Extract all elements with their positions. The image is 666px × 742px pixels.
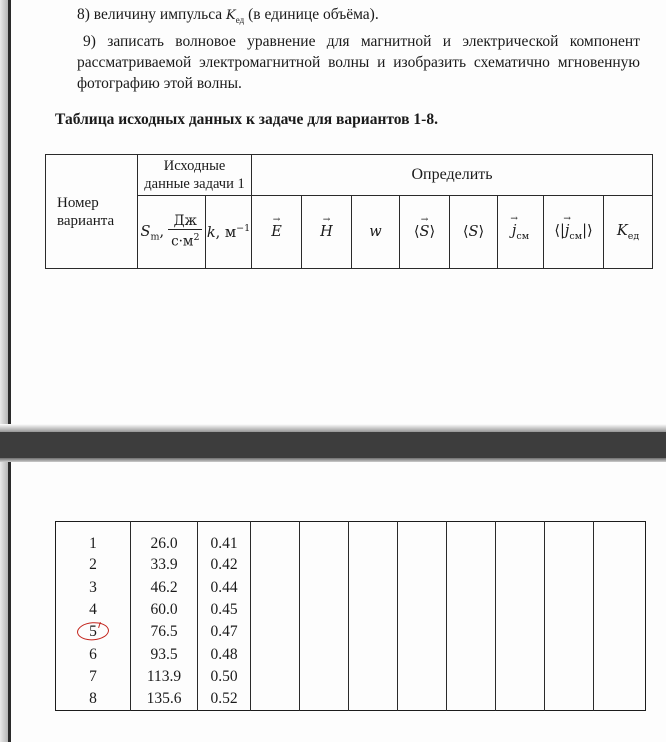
cell-empty bbox=[398, 688, 447, 710]
cell-empty bbox=[545, 643, 594, 665]
cell-k-value: 0.41 bbox=[198, 522, 251, 554]
page-separator-band bbox=[0, 432, 666, 458]
cell-empty bbox=[398, 666, 447, 688]
cell-empty bbox=[251, 576, 300, 598]
col-header-variant bbox=[46, 155, 138, 269]
page-edge-line bbox=[8, 0, 11, 742]
cell-sm-value: 93.5 bbox=[131, 643, 198, 665]
cell-empty bbox=[545, 621, 594, 643]
item8-pre: 8) величину импульса bbox=[77, 6, 227, 23]
cell-empty bbox=[447, 666, 496, 688]
cell-empty bbox=[447, 643, 496, 665]
cell-empty bbox=[496, 621, 545, 643]
cell-empty bbox=[398, 599, 447, 621]
table-title: Таблица исходных данных к задаче для вариантов 1-8. bbox=[55, 111, 438, 128]
cell-empty bbox=[594, 522, 646, 554]
cell-empty bbox=[300, 599, 349, 621]
col-header-k bbox=[206, 196, 252, 269]
task-text bbox=[77, 4, 640, 94]
table-row bbox=[56, 576, 646, 598]
cell-empty bbox=[251, 522, 300, 554]
item8-math-base: K bbox=[226, 8, 236, 23]
table-row bbox=[56, 621, 646, 643]
cell-empty bbox=[447, 688, 496, 710]
cell-empty bbox=[349, 599, 398, 621]
cell-empty bbox=[349, 576, 398, 598]
cell-empty bbox=[447, 621, 496, 643]
cell-variant: 4 bbox=[89, 600, 97, 618]
cell-empty bbox=[398, 554, 447, 576]
list-item-9: 9) записать волновое уравнение для магнитной и электрической компонент рассматриваемой электромагнитной волны и изобразить схематично мгновенную фотографию этой волны. bbox=[77, 33, 640, 93]
cell-variant: 5 bbox=[56, 621, 131, 643]
cell-empty bbox=[398, 522, 447, 554]
cell-empty bbox=[349, 666, 398, 688]
cell-empty bbox=[545, 554, 594, 576]
cell-empty bbox=[398, 643, 447, 665]
cell-empty bbox=[545, 599, 594, 621]
col-header-w: w bbox=[352, 196, 400, 269]
k-base: k bbox=[206, 224, 216, 241]
cell-empty bbox=[349, 522, 398, 554]
cell-sm-value: 26.0 bbox=[131, 522, 198, 554]
cell-empty bbox=[545, 666, 594, 688]
cell-empty bbox=[594, 688, 646, 710]
cell-empty bbox=[496, 643, 545, 665]
cell-sm-value: 60.0 bbox=[131, 599, 198, 621]
cell-variant: 8 bbox=[89, 690, 97, 708]
sm-base: S bbox=[140, 224, 151, 240]
cell-empty bbox=[300, 666, 349, 688]
scan-edge-strip bbox=[0, 0, 8, 742]
col-header-source bbox=[138, 155, 252, 196]
col-header-determine: Определить bbox=[252, 155, 653, 196]
item8-math-sub: ед bbox=[235, 15, 245, 26]
cell-empty bbox=[545, 688, 594, 710]
cell-empty bbox=[251, 599, 300, 621]
cell-empty bbox=[349, 688, 398, 710]
col-header-j-sm: $j \to_{см}$ bbox=[498, 196, 544, 269]
cell-empty bbox=[251, 621, 300, 643]
source-data-table-values bbox=[55, 521, 646, 711]
table-row bbox=[56, 643, 646, 665]
cell-empty bbox=[545, 576, 594, 598]
table-row bbox=[56, 554, 646, 576]
col-header-j-sm-mod: ⟨|j $\to_{см}|⟩$ bbox=[544, 196, 604, 269]
cell-empty bbox=[594, 643, 646, 665]
cell-empty bbox=[594, 621, 646, 643]
k-sup: −1 bbox=[236, 223, 251, 235]
cell-empty bbox=[349, 621, 398, 643]
cell-empty bbox=[496, 576, 545, 598]
item8-post: (в единице объёма). bbox=[244, 6, 379, 23]
cell-empty bbox=[251, 666, 300, 688]
cell-empty bbox=[496, 666, 545, 688]
cell-variant: 6 bbox=[89, 645, 97, 663]
cell-empty bbox=[251, 688, 300, 710]
cell-empty bbox=[447, 554, 496, 576]
page-separator-edge bbox=[0, 458, 666, 462]
table-row bbox=[56, 522, 646, 554]
cell-sm-value: 76.5 bbox=[131, 621, 198, 643]
cell-empty bbox=[300, 688, 349, 710]
cell-empty bbox=[496, 522, 545, 554]
cell-k-value: 0.44 bbox=[198, 576, 251, 598]
cell-empty bbox=[300, 522, 349, 554]
cell-empty bbox=[300, 643, 349, 665]
cell-sm-value: 46.2 bbox=[131, 576, 198, 598]
cell-variant: 2 bbox=[89, 556, 97, 574]
cell-empty bbox=[594, 576, 646, 598]
sm-fraction bbox=[168, 214, 202, 250]
cell-empty bbox=[349, 643, 398, 665]
sm-sep: , bbox=[159, 224, 165, 240]
col-header-H-vec: H → bbox=[302, 196, 352, 269]
sm-denominator: $с\cdot м^2$ bbox=[168, 229, 202, 250]
list-item-8 bbox=[77, 4, 640, 31]
cell-sm-value: 135.6 bbox=[131, 688, 198, 710]
cell-empty bbox=[594, 554, 646, 576]
cell-variant: 3 bbox=[89, 578, 97, 596]
cell-sm-value: 113.9 bbox=[131, 666, 198, 688]
cell-k-value: 0.45 bbox=[198, 599, 251, 621]
cell-empty bbox=[545, 522, 594, 554]
source-line1: Исходные bbox=[163, 158, 226, 174]
cell-empty bbox=[496, 599, 545, 621]
cell-k-value: 0.48 bbox=[198, 643, 251, 665]
cell-empty bbox=[349, 554, 398, 576]
cell-empty bbox=[300, 576, 349, 598]
k-sep: , bbox=[215, 224, 225, 241]
cell-k-value: 0.47 bbox=[198, 621, 251, 643]
table-row bbox=[56, 599, 646, 621]
cell-empty bbox=[594, 599, 646, 621]
col-header-K-ed: $K_{ед}$ bbox=[604, 196, 653, 269]
source-line2: данные задачи 1 bbox=[144, 176, 245, 192]
cell-empty bbox=[300, 554, 349, 576]
sm-sub: m bbox=[150, 231, 160, 243]
col-header-S-avg-vec: ⟨S →⟩ bbox=[400, 196, 450, 269]
cell-empty bbox=[594, 666, 646, 688]
cell-empty bbox=[447, 599, 496, 621]
source-data-table-header bbox=[45, 154, 653, 269]
cell-k-value: 0.42 bbox=[198, 554, 251, 576]
variant-line2: варианта bbox=[57, 212, 115, 229]
cell-empty bbox=[398, 621, 447, 643]
k-unit: м bbox=[224, 224, 237, 241]
col-header-sm bbox=[138, 196, 206, 269]
page-bottom-shadow bbox=[0, 424, 666, 432]
cell-k-value: 0.52 bbox=[198, 688, 251, 710]
cell-empty bbox=[251, 643, 300, 665]
col-header-S-avg: ⟨S⟩ bbox=[450, 196, 498, 269]
cell-empty bbox=[447, 522, 496, 554]
cell-sm-value: 33.9 bbox=[131, 554, 198, 576]
cell-empty bbox=[251, 554, 300, 576]
variant-line1: Номер bbox=[57, 194, 99, 211]
col-header-E-vec: E → bbox=[252, 196, 302, 269]
sm-numerator: Дж bbox=[173, 213, 197, 230]
cell-empty bbox=[447, 576, 496, 598]
cell-empty bbox=[496, 688, 545, 710]
cell-k-value: 0.50 bbox=[198, 666, 251, 688]
cell-variant: 1 bbox=[89, 534, 97, 552]
table-row bbox=[56, 666, 646, 688]
cell-empty bbox=[300, 621, 349, 643]
header-row-formulas bbox=[46, 196, 653, 269]
cell-variant: 7 bbox=[89, 667, 97, 685]
cell-empty bbox=[398, 576, 447, 598]
table-row bbox=[56, 688, 646, 710]
header-row-1 bbox=[46, 155, 653, 196]
cell-empty bbox=[496, 554, 545, 576]
